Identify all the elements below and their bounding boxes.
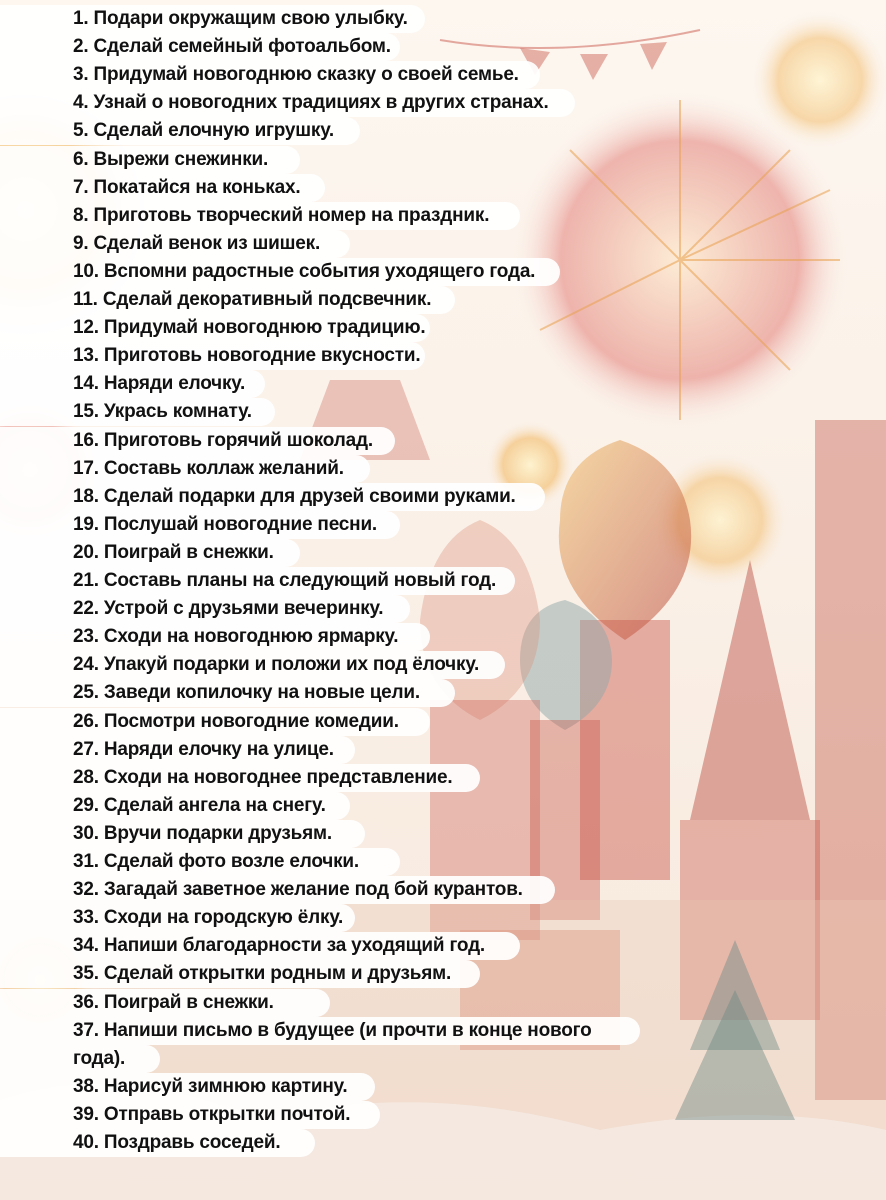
list-item: 4. Узнай о новогодних традициях в других странах. [73,92,549,114]
list-item: 31. Сделай фото возле елочки. [73,851,359,872]
list-item: 27. Наряди елочку на улице. [73,738,334,760]
list-item: 23. Сходи на новогоднюю ярмарку. [73,626,399,648]
list-item: 2. Сделай семейный фотоальбом. [73,36,391,58]
list-item: 20. Поиграй в снежки. [73,541,274,563]
list-item: 34. Напиши благодарности за уходящий год. [73,935,486,957]
list-item: 6. Вырежи снежинки. [73,148,269,170]
list-item: 24. Упакуй подарки и положи их под ёлочку. [73,654,480,676]
list-item: 25. Заведи копилочку на новые цели. [73,682,420,704]
list-item: 26. Посмотри новогодние комедии. [73,710,399,732]
list-item: 32. Загадай заветное желание под бой курантов. [73,879,523,901]
list-item: 11. Сделай декоративный подсвечник. [73,289,432,310]
list-item: 38. Нарисуй зимнюю картину. [73,1075,348,1097]
list-item: 9. Сделай венок из шишек. [73,232,321,254]
list-item: 28. Сходи на новогоднее представление. [73,766,453,788]
list-item: 5. Сделай елочную игрушку. [73,120,335,142]
list-item: 30. Вручи подарки друзьям. [73,822,332,844]
list-item: 19. Послушай новогодние песни. [73,513,378,535]
list-item: 16. Приготовь горячий шоколад. [73,429,373,451]
list-item: 22. Устрой с друзьями вечеринку. [73,598,384,620]
list-item: 1. Подари окружащим свою улыбку. [73,8,408,29]
list-item: 7. Покатайся на коньках. [73,176,301,198]
list-item: 8. Приготовь творческий номер на праздник. [73,204,490,226]
list-item: 40. Поздравь соседей. [73,1132,281,1153]
list-item: 29. Сделай ангела на снегу. [73,794,326,816]
list-item: 12. Придумай новогоднюю традицию. [73,317,426,339]
list-item: 10. Вспомни радостные события уходящего года. [73,260,536,282]
list-item: 17. Составь коллаж желаний. [73,457,344,479]
list-item: 36. Поиграй в снежки. [73,991,274,1013]
list-item: 18. Сделай подарки для друзей своими руками. [73,485,516,507]
list-item: 39. Отправь открытки почтой. [73,1103,351,1125]
list-item: 21. Составь планы на следующий новый год. [73,570,497,591]
list-item: 3. Придумай новогоднюю сказку о своей семье. [73,64,519,86]
list-item: 15. Укрась комнату. [73,401,252,423]
list-item: 35. Сделай открытки родным и друзьям. [73,963,452,985]
list-item: 13. Приготовь новогодние вкусности. [73,345,421,367]
list-item: 14. Наряди елочку. [73,373,246,395]
list-item: 37. Напиши письмо в будущее (и прочти в конце нового [73,1019,592,1041]
list-item: года). [73,1047,126,1069]
list-item: 33. Сходи на городскую ёлку. [73,907,344,929]
